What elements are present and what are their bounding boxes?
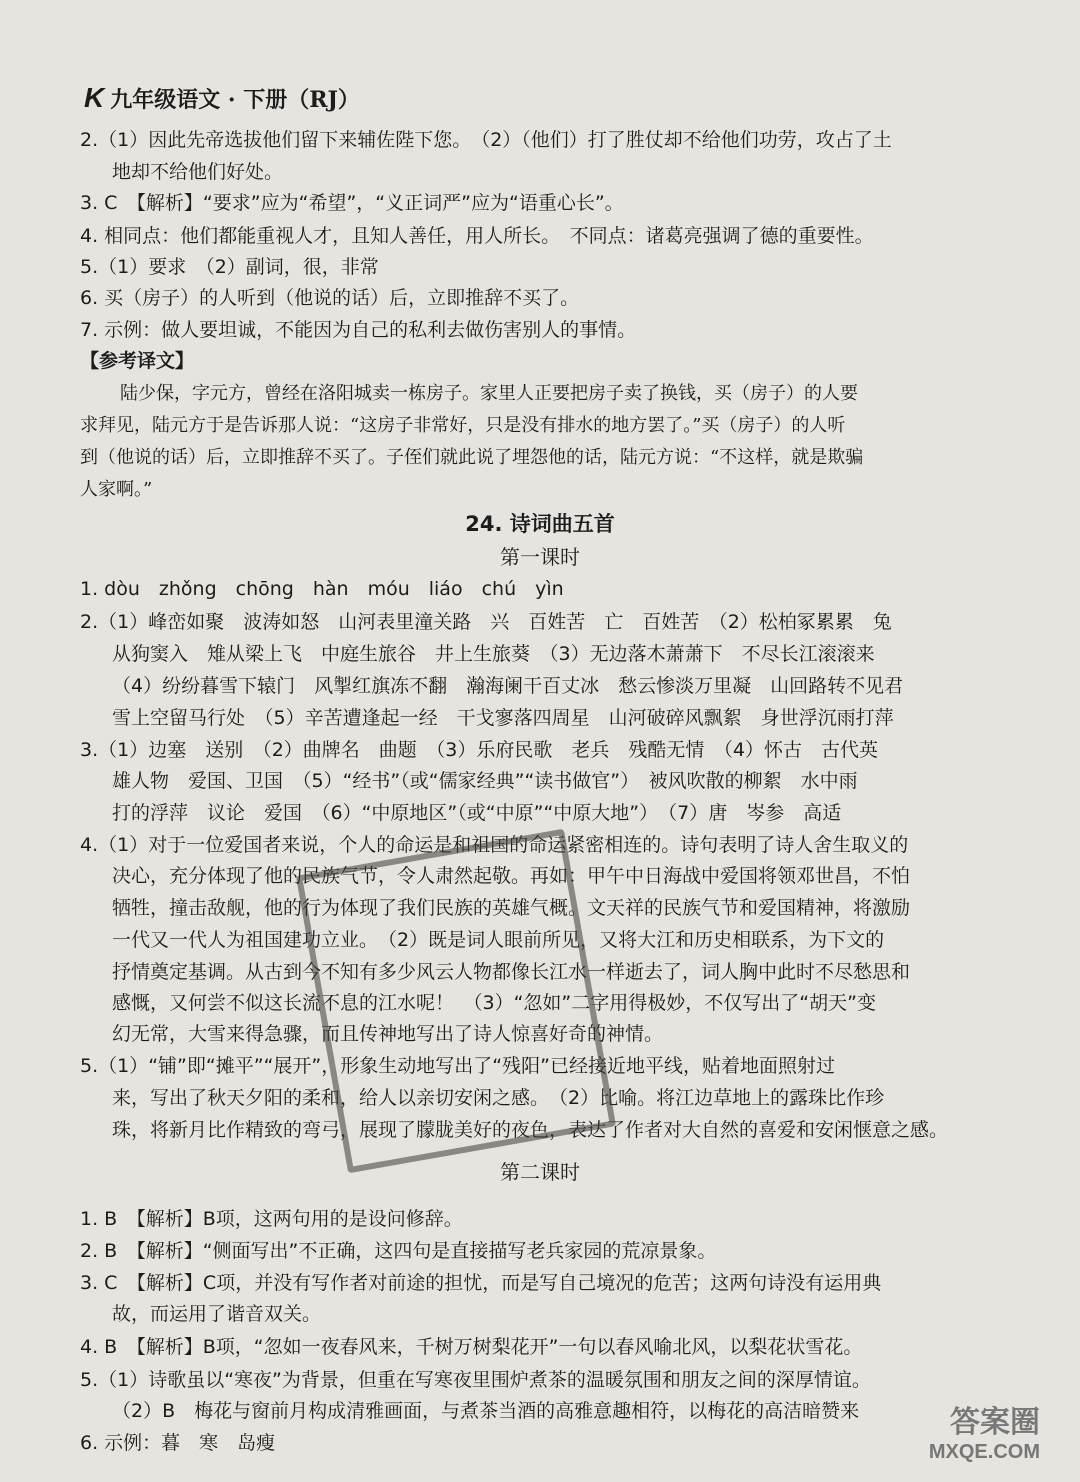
translation-line: 人家啊。”	[80, 479, 153, 500]
answer-2: 2.（1）因此先帝选拔他们留下来辅佐陛下您。 （2）（他们）打了胜仗却不给他们功劳，攻占了土	[80, 129, 892, 151]
lesson1-q4: 4.（1）对于一位爱国者来说，个人的命运是和祖国的命运紧密相连的。诗句表明了诗人舍生取义的	[80, 834, 909, 856]
lesson2-a5-cont: （2）B 梅花与窗前月构成清雅画面，与煮茶当酒的高雅意趣相符，以梅花的高洁暗赞来	[112, 1400, 860, 1422]
lesson2-a6: 6. 示例：暮 寒 岛瘦	[80, 1432, 276, 1454]
lesson-2-heading: 第二课时	[500, 1160, 580, 1184]
answer-3: 3. C 【解析】“要求”应为“希望”，“义正词严”应为“语重心长”。	[80, 192, 624, 214]
lesson1-q5-cont: 珠，将新月比作精致的弯弓，展现了朦胧美好的夜色，表达了作者对大自然的喜爱和安闲惬意之感。	[112, 1119, 949, 1141]
translation-line: 求拜见，陆元方于是告诉那人说：“这房子非常好，只是没有排水的地方罢了。”买（房子）的人听	[80, 415, 846, 436]
lesson1-q3-cont: 雄人物 爱国、卫国 （5）“经书”（或“儒家经典”“读书做官”） 被风吹散的柳絮 水中雨	[112, 770, 858, 792]
translation-line: 陆少保，字元方，曾经在洛阳城卖一栋房子。家里人正要把房子卖了换钱，买（房子）的人要	[120, 383, 858, 404]
lesson1-q2-cont: （4）纷纷暮雪下辕门 风掣红旗冻不翻 瀚海阑干百丈冰 愁云惨淡万里凝 山回路转不见君	[112, 675, 904, 697]
lesson1-q4-cont: 牺牲，撞击敌舰，他的行为体现了我们民族的英雄气概。文天祥的民族气节和爱国精神，将激励	[112, 897, 911, 919]
translation-line: 到（他说的话）后，立即推辞不买了。子侄们就此说了埋怨他的话，陆元方说：“不这样，就是欺骗	[80, 447, 864, 468]
lesson1-q3-cont: 打的浮萍 议论 爱国 （6）“中原地区”（或“中原”“中原大地”） （7）唐 岑参 高适	[112, 802, 842, 824]
lesson1-q2-cont: 雪上空留马行处 （5）辛苦遭逢起一经 干戈寥落四周星 山河破碎风飘絮 身世浮沉雨打萍	[112, 707, 894, 729]
book-logo: K	[84, 82, 103, 113]
lesson1-q4-cont: 决心，充分体现了他的民族气节，令人肃然起敬。再如：甲午中日海战中爱国将领邓世昌，不怕	[112, 865, 911, 887]
lesson2-a3: 3. C 【解析】C项，并没有写作者对前途的担忧，而是写自己境况的危苦；这两句诗没有运用典	[80, 1272, 882, 1294]
answer-6: 6. 买（房子）的人听到（他说的话）后，立即推辞不买了。	[80, 287, 580, 309]
answer-4: 4. 相同点：他们都能重视人才，且知人善任，用人所长。 不同点：诸葛亮强调了德的重要性。	[80, 225, 874, 247]
answer-5: 5.（1）要求 （2）副词，很，非常	[80, 256, 379, 278]
watermark-stamp	[296, 829, 616, 1174]
lesson2-a1: 1. B 【解析】B项，这两句用的是设问修辞。	[80, 1208, 463, 1230]
lesson1-q5-cont: 来，写出了秋天夕阳的柔和，给人以亲切安闲之感。 （2）比喻。将江边草地上的露珠比作珍	[112, 1087, 885, 1109]
lesson1-q4-cont: 抒情奠定基调。从古到今不知有多少风云人物都像长江水一样逝去了，词人胸中此时不尽愁思和	[112, 961, 911, 983]
lesson1-q4-cont: 一代又一代人为祖国建功立业。 （2）既是词人眼前所见，又将大江和历史相联系，为下文的	[112, 929, 885, 951]
watermark-logo-bottom: MXQE.COM	[928, 1441, 1040, 1463]
lesson2-a3-cont: 故，而运用了谐音双关。	[112, 1303, 322, 1325]
reference-translation-heading: 【参考译文】	[80, 350, 195, 372]
lesson2-a2: 2. B 【解析】“侧面写出”不正确，这四句是直接描写老兵家园的荒凉景象。	[80, 1240, 717, 1262]
section-title: 24. 诗词曲五首	[465, 512, 615, 536]
lesson-1-heading: 第一课时	[500, 545, 580, 569]
lesson1-q4-cont: 感慨，又何尝不似这长流不息的江水呢！ （3）“忽如”二字用得极妙，不仅写出了“胡天”变	[112, 992, 876, 1014]
lesson1-q1: 1. dòu zhǒng chōng hàn móu liáo chú yìn	[80, 578, 564, 600]
watermark-logo-top: 答案圈	[950, 1406, 1040, 1439]
lesson1-q4-cont: 幻无常，大雪来得急骤，而且传神地写出了诗人惊喜好奇的神情。	[112, 1023, 664, 1045]
lesson2-a5: 5.（1）诗歌虽以“寒夜”为背景，但重在写寒夜里围炉煮茶的温暖氛围和朋友之间的深厚情谊。	[80, 1369, 871, 1391]
lesson1-q5: 5.（1）“铺”即“摊平”“展开”，形象生动地写出了“残阳”已经接近地平线，贴着地面照射过	[80, 1055, 835, 1077]
lesson1-q2-cont: 从狗窦入 雉从梁上飞 中庭生旅谷 井上生旅葵 （3）无边落木萧萧下 不尽长江滚滚来	[112, 643, 875, 665]
lesson1-q3: 3.（1）边塞 送别 （2）曲牌名 曲题 （3）乐府民歌 老兵 残酷无情 （4）怀古 古代英	[80, 739, 878, 761]
answer-7: 7. 示例：做人要坦诚，不能因为自己的私利去做伤害别人的事情。	[80, 319, 637, 341]
lesson1-q2: 2.（1）峰峦如聚 波涛如怒 山河表里潼关路 兴 百姓苦 亡 百姓苦 （2）松柏冢累累 兔	[80, 611, 892, 633]
page-header	[84, 82, 360, 114]
answer-2-cont: 地却不给他们好处。	[112, 161, 284, 183]
site-watermark-logo	[929, 1397, 1040, 1464]
lesson2-a4: 4. B 【解析】B项，“忽如一夜春风来，千树万树梨花开”一句以春风喻北风，以梨花状雪花。	[80, 1336, 863, 1358]
page-title: 九年级语文 · 下册（RJ）	[110, 86, 360, 113]
